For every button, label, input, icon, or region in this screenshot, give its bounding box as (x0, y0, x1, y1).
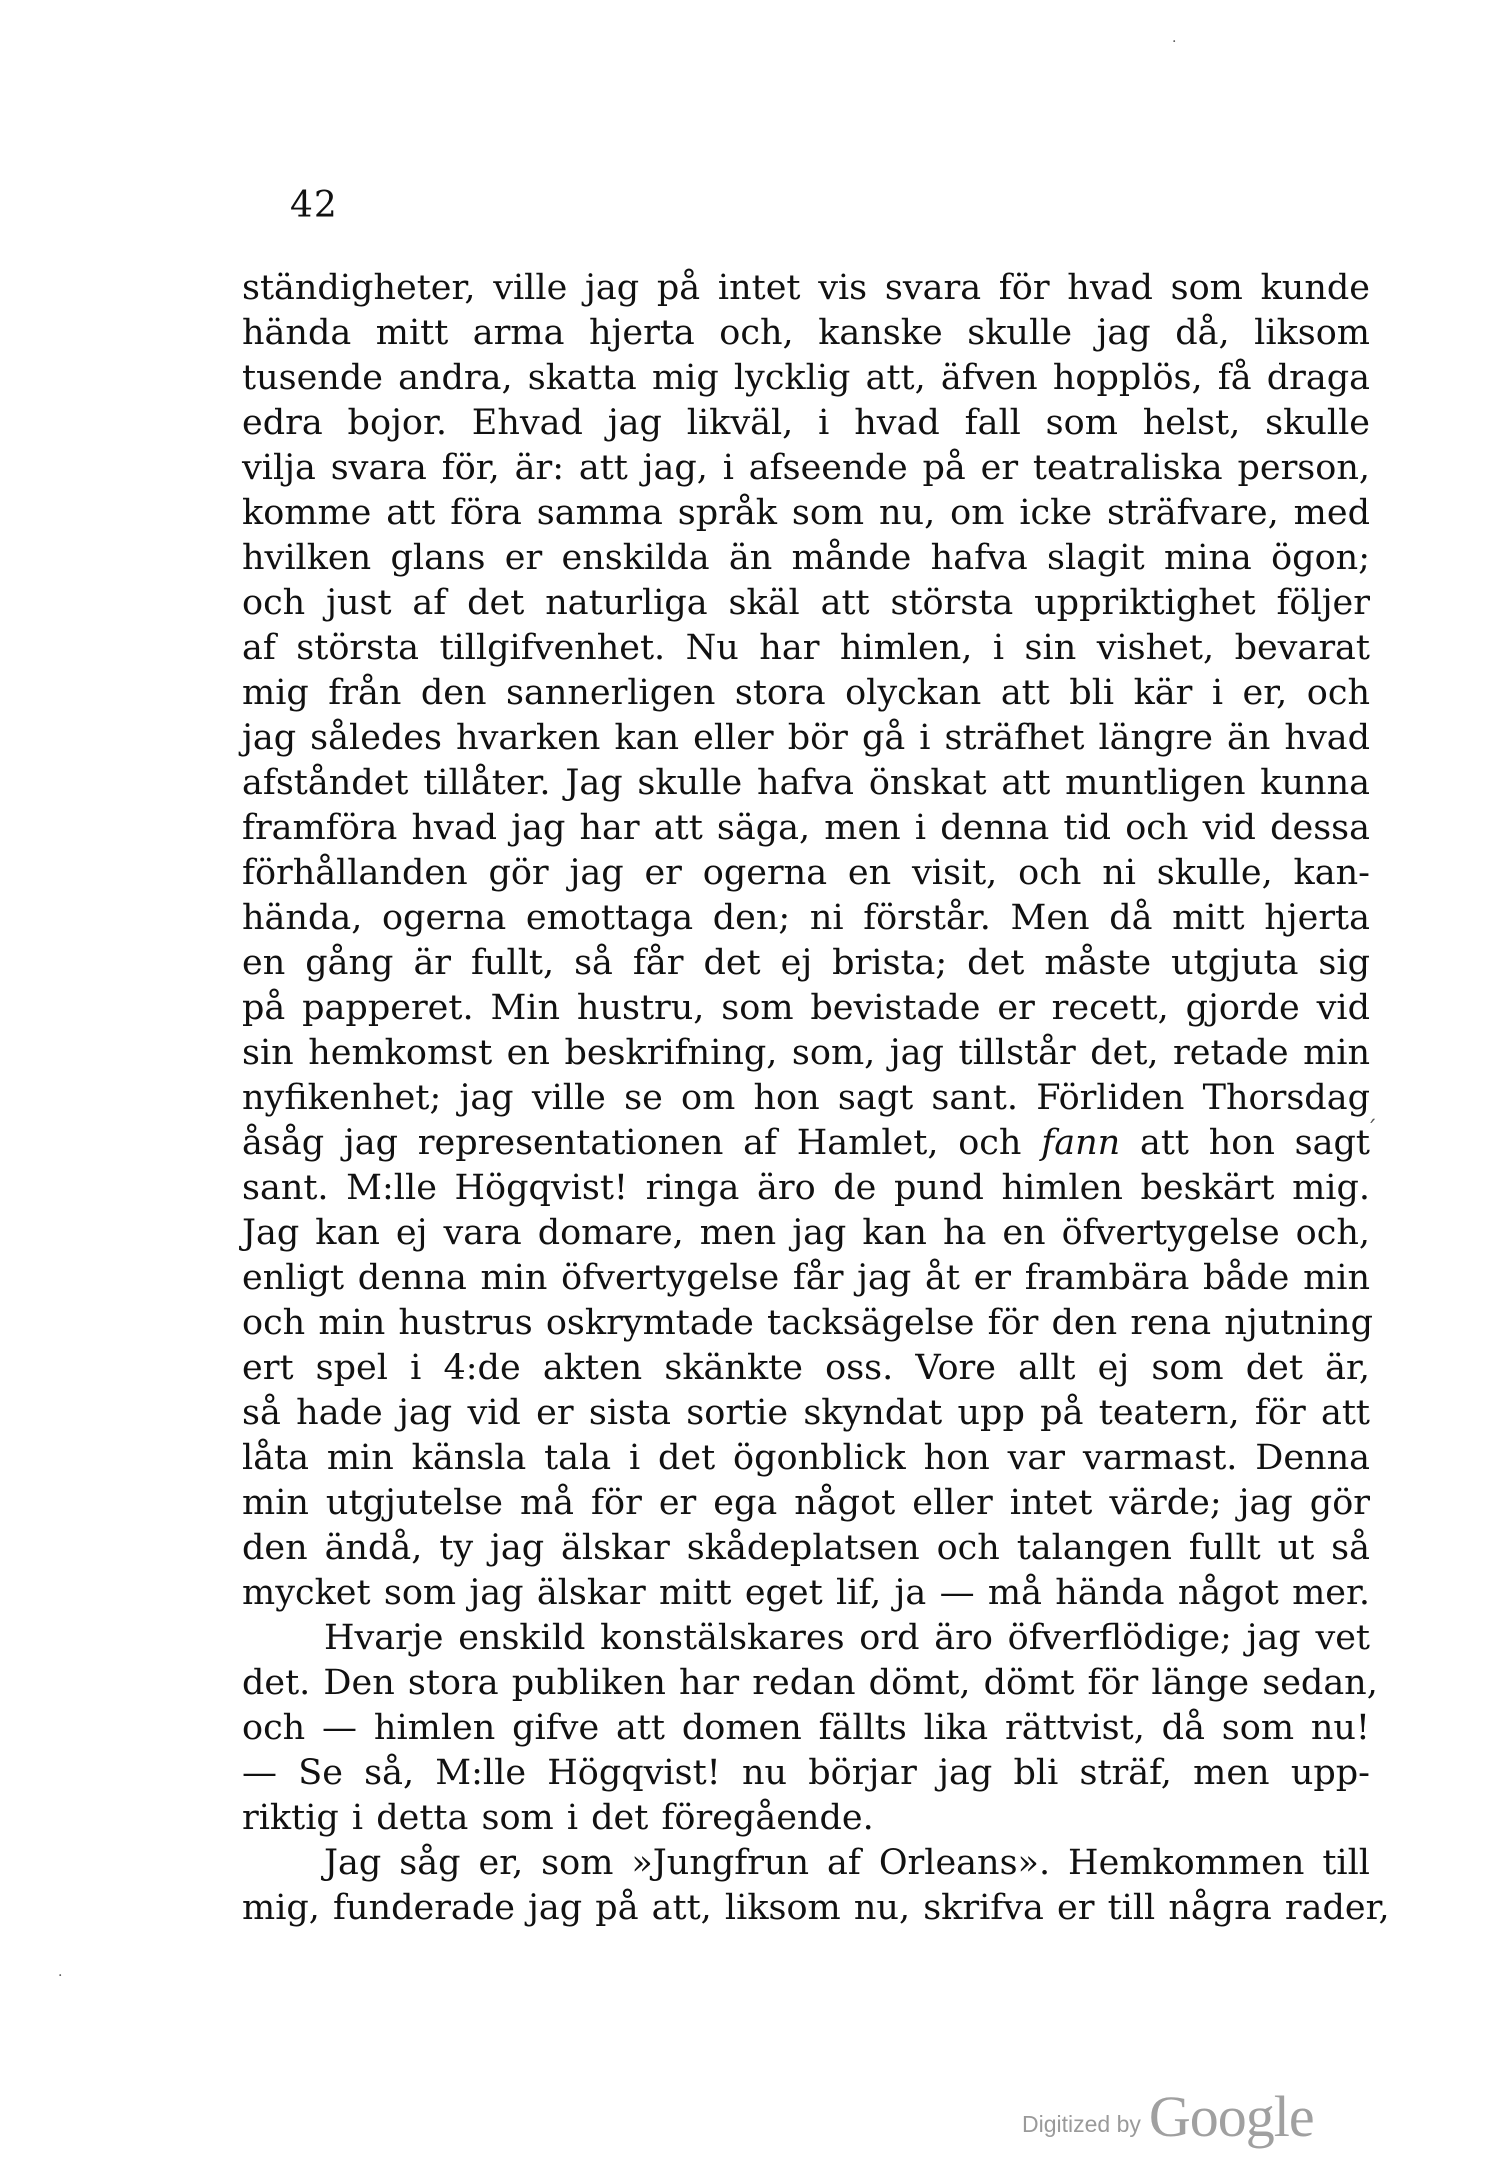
text-line: vilja svara för, är: att jag, i afseende på er teatraliska person, (242, 448, 1370, 488)
text-line: sant. M:lle Högqvist! ringa äro de pund himlen beskärt mig. (242, 1168, 1370, 1208)
text-line: ständigheter, ville jag på intet vis svara för hvad som kunde (242, 268, 1370, 308)
text-line: så hade jag vid er sista sortie skyndat upp på teatern, för att (242, 1393, 1370, 1433)
text-line-tail: att hon sagt (1139, 1123, 1370, 1163)
text-line: jag således hvarken kan eller bör gå i sträfhet längre än hvad (242, 718, 1370, 758)
text-line: och — himlen gifve att domen fällts lika rättvist, då som nu! (242, 1708, 1370, 1748)
text-line: och just af det naturliga skäl att största uppriktighet följer (242, 583, 1370, 623)
text-line: ert spel i 4:de akten skänkte oss. Vore allt ej som det är, (242, 1348, 1370, 1388)
text-line: komme att föra samma språk som nu, om icke sträfvare, med (242, 493, 1370, 533)
text-line: nyfikenhet; jag ville se om hon sagt sant. Förliden Thorsdag (242, 1078, 1370, 1118)
text-line: förhållanden gör jag er ogerna en visit, och ni skulle, kan- (242, 853, 1370, 893)
text-line: mig från den sannerligen stora olyckan att bli kär i er, och (242, 673, 1370, 713)
scan-speck: ˊ (1366, 1118, 1377, 1143)
text-line: en gång är fullt, så får det ej brista; det måste utgjuta sig (242, 943, 1370, 983)
text-line: den ändå, ty jag älskar skådeplatsen och talangen fullt ut så (242, 1528, 1370, 1568)
text-line: mycket som jag älskar mitt eget lif, ja — må hända något mer. (242, 1573, 1370, 1613)
text-line: afståndet tillåter. Jag skulle hafva önskat att muntligen kunna (242, 763, 1370, 803)
text-line: det. Den stora publiken har redan dömt, dömt för länge sedan, (242, 1663, 1378, 1703)
text-line-head: åsåg jag representationen af Hamlet, och (242, 1123, 1022, 1163)
text-line: hända, ogerna emottaga den; ni förstår. Men då mitt hjerta (242, 898, 1370, 938)
italic-word: fann (1041, 1123, 1121, 1163)
text-line: af största tillgifvenhet. Nu har himlen, i sin vishet, bevarat (242, 628, 1370, 668)
text-line-paragraph-end: riktig i detta som i det föregående. (242, 1798, 874, 1838)
google-logo: Google (1148, 2084, 1314, 2149)
text-line: låta min känsla tala i det ögonblick hon var varmast. Denna (242, 1438, 1370, 1478)
watermark-prefix: Digitized by (1022, 2111, 1141, 2137)
text-line: mig, funderade jag på att, liksom nu, skrifva er till några rader, (242, 1888, 1390, 1928)
text-line: Jag kan ej vara domare, men jag kan ha en öfvertygelse och, (242, 1213, 1370, 1253)
digitized-by-watermark (1022, 2084, 1314, 2149)
text-line: edra bojor. Ehvad jag likväl, i hvad fall som helst, skulle (242, 403, 1370, 443)
text-line: på papperet. Min hustru, som bevistade er recett, gjorde vid (242, 988, 1370, 1028)
text-line-paragraph-start: Hvarje enskild konstälskares ord äro öfverflödige; jag vet (324, 1618, 1370, 1658)
scan-speck: · (58, 1968, 63, 1984)
text-line: tusende andra, skatta mig lycklig att, äfven hopplös, få draga (242, 358, 1370, 398)
text-line-paragraph-start: Jag såg er, som »Jungfrun af Orleans». Hemkommen till (324, 1843, 1370, 1883)
text-line: hända mitt arma hjerta och, kanske skulle jag då, liksom (242, 313, 1370, 353)
text-line: enligt denna min öfvertygelse får jag åt er frambära både min (242, 1258, 1370, 1298)
text-line: sin hemkomst en beskrifning, som, jag tillstår det, retade min (242, 1033, 1370, 1073)
body-text (242, 266, 1390, 1931)
scan-speck: · (1172, 34, 1177, 50)
text-line: och min hustrus oskrymtade tacksägelse för den rena njutning (242, 1303, 1373, 1343)
text-line: — Se så, M:lle Högqvist! nu börjar jag bli sträf, men upp- (242, 1753, 1370, 1793)
text-line: framföra hvad jag har att säga, men i denna tid och vid dessa (242, 808, 1370, 848)
text-line: hvilken glans er enskilda än månde hafva slagit mina ögon; (242, 538, 1370, 578)
text-line: min utgjutelse må för er ega något eller intet värde; jag gör (242, 1483, 1370, 1523)
text-line-with-italic (242, 1121, 1370, 1166)
page-number: 42 (290, 185, 338, 226)
